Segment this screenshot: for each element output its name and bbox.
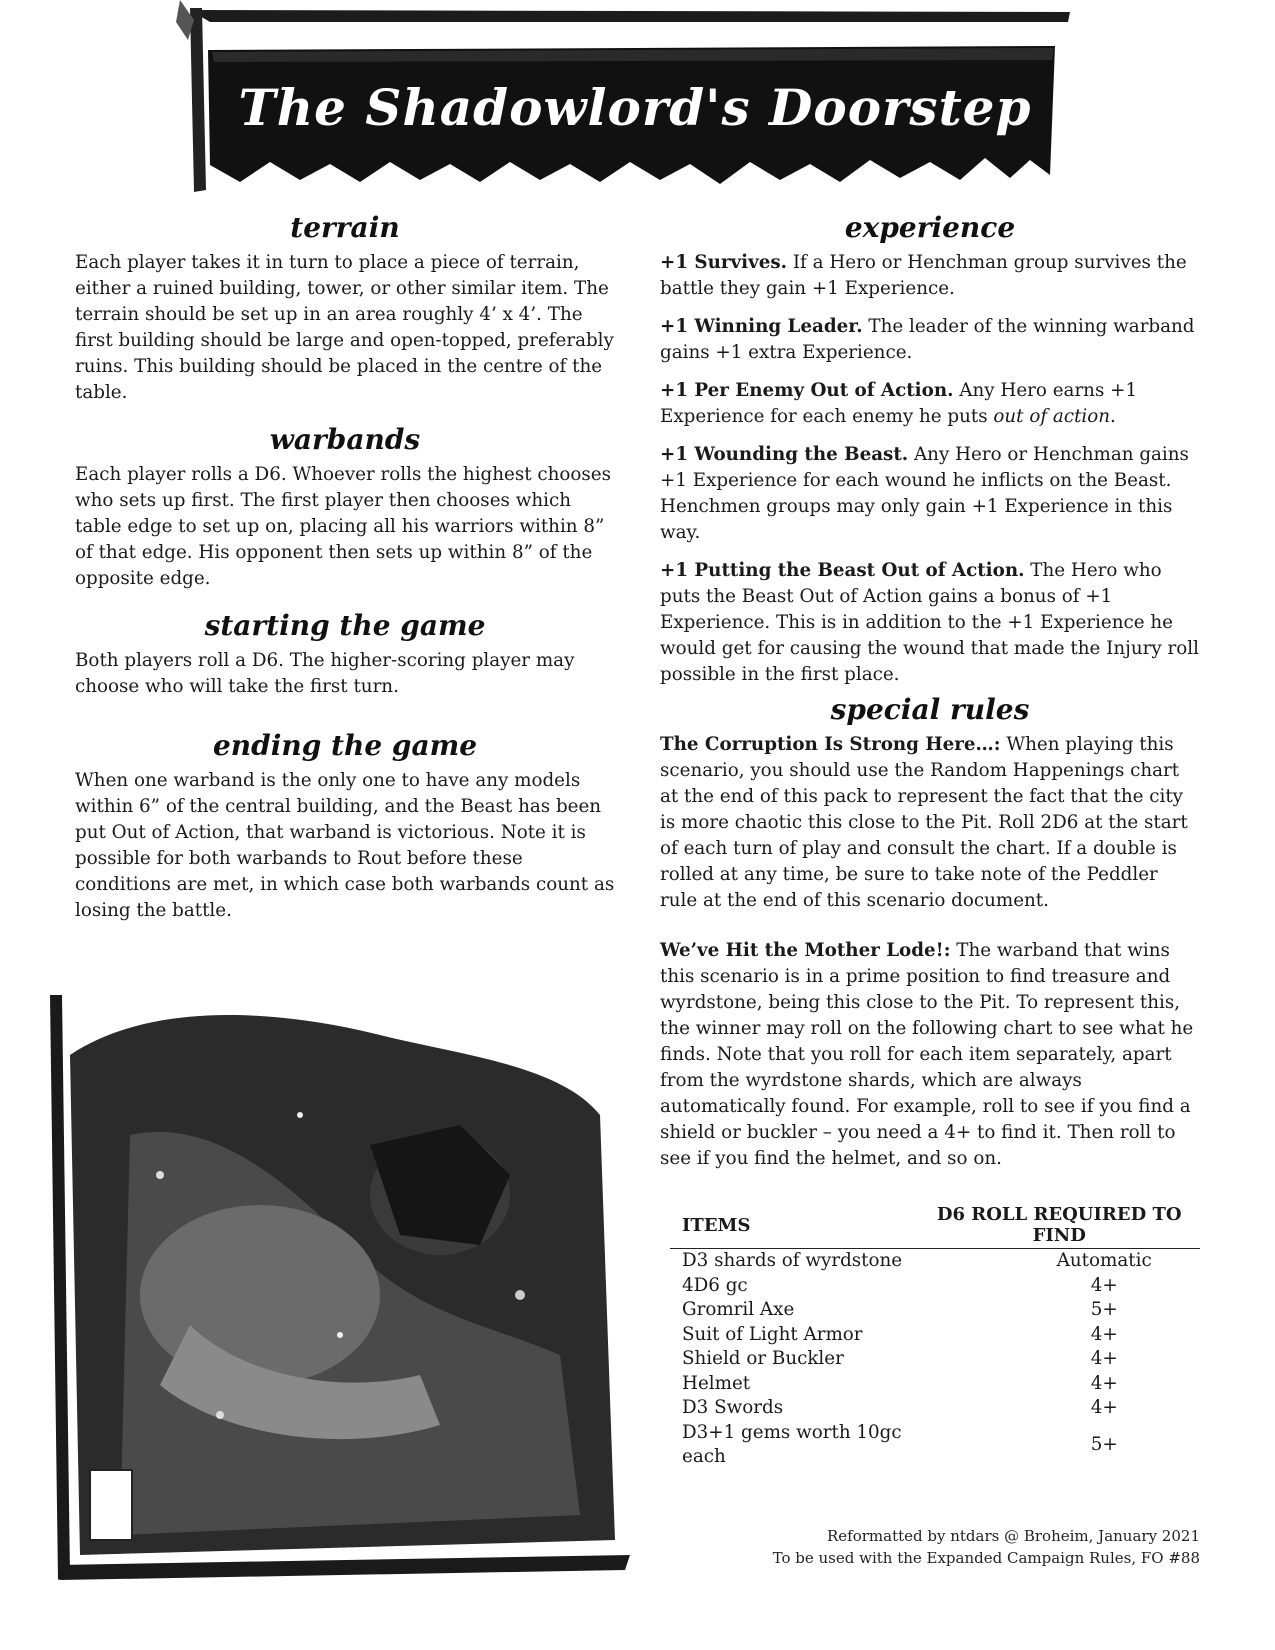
table-row: [670, 1323, 1200, 1348]
ending-text: When one warband is the only one to have any models within 6” of the central building, and the Beast has been put Out of Action, that warband is victorious. Note it is possible for both warbands to Rout before these conditions are met, in which case both warbands count as losing the battle.: [75, 770, 615, 921]
illustration-artwork: [40, 995, 640, 1585]
corruption-rule-text: When playing this scenario, you should use the Random Happenings chart at the end of this pack to represent the fact that the city is more chaotic this close to the Pit. Roll 2D6 at the start of each turn of play and consult the chart. If a double is rolled at any time, be sure to take note of the Peddler rule at the end of this scenario document.: [660, 734, 1188, 911]
table-cell-roll: 4+: [1090, 1348, 1118, 1369]
table-cell-item: Helmet: [682, 1372, 751, 1394]
experience-item: [660, 378, 1200, 430]
table-cell-item: 4D6 gc: [682, 1274, 748, 1296]
table-cell-roll: 5+: [1090, 1299, 1118, 1320]
table-cell-item: D3 Swords: [682, 1397, 784, 1418]
experience-item-text: Any Hero earns +1 Experience for each enemy he puts: [660, 380, 1138, 427]
starting-heading: starting the game: [204, 609, 486, 642]
experience-item-lead: +1 Survives.: [660, 252, 788, 273]
table-header-items: ITEMS: [670, 1204, 918, 1249]
experience-item-text: The Hero who puts the Beast Out of Action gains a bonus of +1 Experience. This is in addition to the +1 Experience he would get for causing the wound that made the Injury roll possible in the first place.: [660, 560, 1199, 685]
table-cell-item: Shield or Buckler: [682, 1348, 844, 1369]
table-cell-item: Gromril Axe: [682, 1299, 795, 1320]
experience-item: [660, 442, 1200, 546]
experience-heading: experience: [844, 211, 1016, 244]
warbands-text: Each player rolls a D6. Whoever rolls the highest chooses who sets up first. The first player then chooses which table edge to set up on, placing all his warriors within 8” of that edge. His opponent then sets up within 8” of the opposite edge.: [75, 464, 611, 589]
corruption-rule: [660, 732, 1200, 914]
terrain-heading: terrain: [290, 211, 400, 244]
experience-item-text: The leader of the winning warband gains +1 extra Experience.: [660, 316, 1195, 363]
special-rules-heading: special rules: [830, 693, 1030, 726]
treasure-table: [670, 1204, 1200, 1470]
footer-credit-line: To be used with the Expanded Campaign Rules, FO #88: [772, 1549, 1200, 1567]
table-row: [670, 1421, 1200, 1470]
table-row: [670, 1372, 1200, 1397]
warbands-heading: warbands: [269, 423, 421, 456]
experience-item-text: If a Hero or Henchman group survives the battle they gain +1 Experience.: [660, 252, 1187, 299]
experience-item: [660, 314, 1200, 366]
experience-item-lead: +1 Wounding the Beast.: [660, 444, 909, 465]
table-header-roll: D6 ROLL REQUIRED TO FIND: [918, 1204, 1200, 1249]
table-cell-roll: 4+: [1090, 1323, 1118, 1345]
experience-item-lead: +1 Winning Leader.: [660, 316, 863, 337]
experience-item-lead: +1 Per Enemy Out of Action.: [660, 380, 954, 401]
right-column: [660, 206, 1200, 1470]
table-cell-roll: 5+: [1090, 1433, 1118, 1455]
table-row: [670, 1249, 1200, 1274]
table-row: [670, 1396, 1200, 1421]
mother-lode-rule-text: The warband that wins this scenario is in a prime position to find treasure and wyrdstone, being this close to the Pit. To represent this, the winner may roll on the following chart to see what he finds. Note that you roll for each item separately, apart from the wyrdstone shards, which are always automatically found. For example, roll to see if you find a shield or buckler – you need a 4+ to find it. Then roll to see if you find the helmet, and so on.: [660, 940, 1194, 1169]
beast-illustration: [40, 995, 640, 1585]
table-cell-item: Suit of Light Armor: [682, 1323, 863, 1345]
experience-item: [660, 558, 1200, 688]
corruption-rule-lead: The Corruption Is Strong Here…:: [660, 734, 1001, 755]
table-cell-item: D3+1 gems worth 10gc each: [682, 1421, 902, 1467]
table-row: [670, 1347, 1200, 1372]
experience-item-lead: +1 Putting the Beast Out of Action.: [660, 560, 1025, 581]
table-cell-item: D3 shards of wyrdstone: [682, 1250, 903, 1271]
experience-item-italic: out of action: [993, 406, 1111, 427]
mother-lode-rule: [660, 938, 1200, 1172]
experience-item-text: Any Hero or Henchman gains +1 Experience for each wound he inflicts on the Beast. Henchmen groups may only gain +1 Experience in this way.: [660, 444, 1189, 543]
table-cell-roll: Automatic: [1056, 1250, 1152, 1271]
table-cell-roll: 4+: [1090, 1274, 1118, 1296]
left-column: [75, 206, 615, 924]
experience-item: [660, 250, 1200, 302]
page-title: The Shadowlord's Doorstep: [238, 78, 1032, 137]
table-row: [670, 1298, 1200, 1323]
footer-credit-line: Reformatted by ntdars @ Broheim, January 2021: [826, 1527, 1200, 1545]
terrain-text: Each player takes it in turn to place a piece of terrain, either a ruined building, tower, or other similar item. The terrain should be set up in an area roughly 4’ x 4’. The first building should be large and open-topped, preferably ruins. This building should be placed in the centre of the table.: [75, 252, 614, 403]
mother-lode-rule-lead: We’ve Hit the Mother Lode!:: [660, 940, 951, 961]
table-row: [670, 1274, 1200, 1299]
experience-item-tail: .: [1110, 406, 1116, 427]
table-cell-roll: 4+: [1090, 1372, 1118, 1394]
starting-text: Both players roll a D6. The higher-scoring player may choose who will take the first turn.: [75, 650, 575, 697]
title-banner: [150, 0, 1090, 200]
footer-credits: [773, 1525, 1200, 1569]
table-header-row: [670, 1204, 1200, 1249]
table-cell-roll: 4+: [1090, 1397, 1118, 1418]
ending-heading: ending the game: [212, 729, 478, 762]
